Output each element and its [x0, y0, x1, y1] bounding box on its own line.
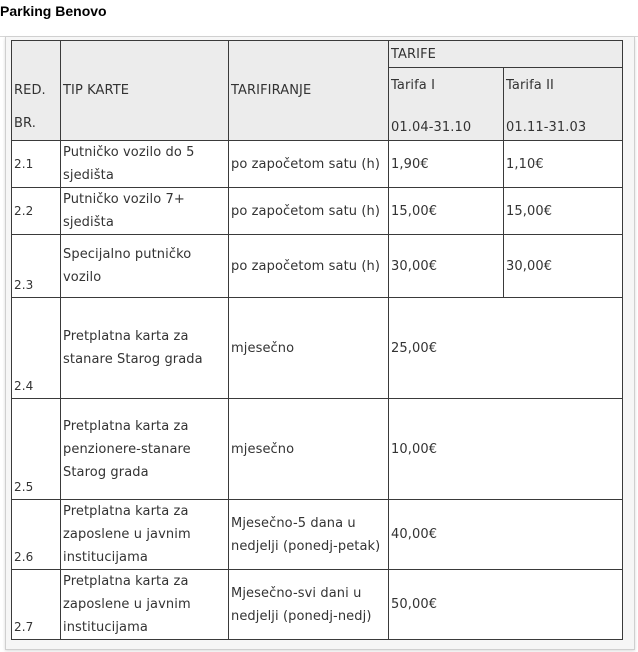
billing-unit: Mjesečno-5 dana u nedjelji (ponedj-petak) — [229, 500, 389, 570]
tariff-1-price: 1,90€ — [389, 141, 504, 188]
tarifa-1-period: 01.04-31.10 — [391, 120, 472, 135]
header-red-br-line1: RED. — [14, 83, 46, 98]
header-tarife: TARIFE — [389, 41, 623, 68]
price: 40,00€ — [389, 500, 623, 570]
row-number: 2.2 — [12, 188, 61, 235]
billing-unit: Mjesečno-svi dani u nedjelji (ponedj-nedj) — [229, 570, 389, 640]
price: 10,00€ — [389, 399, 623, 500]
billing-unit: mjesečno — [229, 298, 389, 399]
ticket-type: Pretplatna karta za zaposlene u javnim institucijama — [61, 570, 229, 640]
table-header-row — [12, 41, 623, 68]
table-row — [12, 235, 623, 298]
table-row — [12, 399, 623, 500]
header-red-br — [12, 41, 61, 141]
billing-unit: po započetom satu (h) — [229, 235, 389, 298]
row-number: 2.3 — [12, 235, 61, 298]
tariff-1-price: 15,00€ — [389, 188, 504, 235]
header-tarifa-2 — [504, 68, 623, 141]
header-tip-karte: TIP KARTE — [61, 41, 229, 141]
header-tarifa-1 — [389, 68, 504, 141]
table-row — [12, 298, 623, 399]
tariff-2-price: 1,10€ — [504, 141, 623, 188]
ticket-type: Putničko vozilo do 5 sjedišta — [61, 141, 229, 188]
row-number: 2.6 — [12, 500, 61, 570]
row-number: 2.1 — [12, 141, 61, 188]
header-tarifiranje: TARIFIRANJE — [229, 41, 389, 141]
billing-unit: po započetom satu (h) — [229, 141, 389, 188]
price: 25,00€ — [389, 298, 623, 399]
table-row — [12, 500, 623, 570]
table-row — [12, 188, 623, 235]
row-number: 2.5 — [12, 399, 61, 500]
ticket-type: Specijalno putničko vozilo — [61, 235, 229, 298]
tarifa-1-name: Tarifa I — [391, 78, 436, 93]
price: 50,00€ — [389, 570, 623, 640]
row-number: 2.7 — [12, 570, 61, 640]
page-title: Parking Benovo — [0, 3, 107, 19]
ticket-type: Pretplatna karta za zaposlene u javnim institucijama — [61, 500, 229, 570]
table-row — [12, 141, 623, 188]
tariff-2-price: 30,00€ — [504, 235, 623, 298]
ticket-type: Pretplatna karta za stanare Starog grada — [61, 298, 229, 399]
row-number: 2.4 — [12, 298, 61, 399]
table-row — [12, 570, 623, 640]
ticket-type: Pretplatna karta za penzionere-stanare Starog grada — [61, 399, 229, 500]
tariff-2-price: 15,00€ — [504, 188, 623, 235]
header-red-br-line2: BR. — [14, 116, 36, 131]
billing-unit: po započetom satu (h) — [229, 188, 389, 235]
ticket-type: Putničko vozilo 7+ sjedišta — [61, 188, 229, 235]
tarifa-2-period: 01.11-31.03 — [506, 120, 587, 135]
billing-unit: mjesečno — [229, 399, 389, 500]
tariff-1-price: 30,00€ — [389, 235, 504, 298]
tarifa-2-name: Tarifa II — [506, 78, 554, 93]
tariff-table — [11, 40, 623, 640]
